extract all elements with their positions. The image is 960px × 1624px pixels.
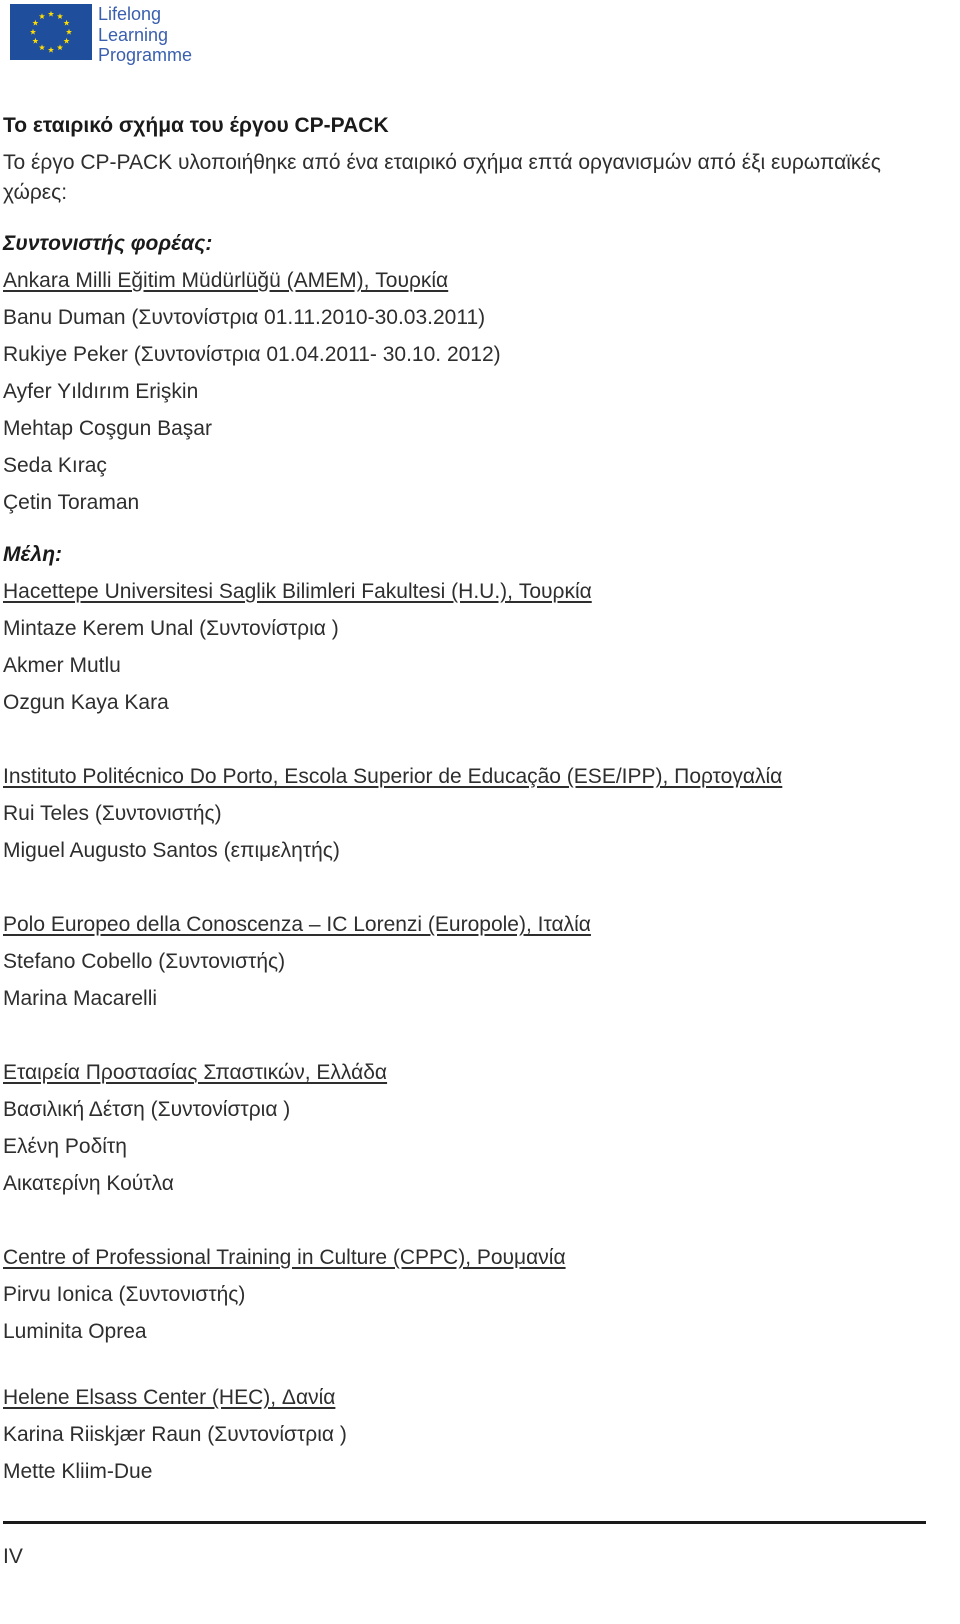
intro-text-line-2: χώρες:: [3, 181, 68, 204]
member-organization-hu: Hacettepe Universitesi Saglik Bilimleri Fakultesi (H.U.), Τουρκία: [3, 580, 592, 603]
member-organization-greece: Εταιρεία Προστασίας Σπαστικών, Ελλάδα: [3, 1061, 388, 1084]
member-person: Βασιλική Δέτση (Συντονίστρια ): [3, 1098, 291, 1121]
logo-line-3: Programme: [98, 45, 193, 65]
coordinator-person: Ayfer Yıldırım Erişkin: [3, 380, 199, 403]
logo-line-1: Lifelong: [98, 4, 162, 24]
member-organization-hec: Helene Elsass Center (HEC), Δανία: [3, 1386, 336, 1409]
intro-text-line-1: Το έργο CP-PACK υλοποιήθηκε από ένα εταιρικό σχήμα επτά οργανισμών από έξι ευρωπαϊκές: [3, 151, 881, 174]
lifelong-learning-logo: [10, 4, 210, 64]
member-person: Marina Macarelli: [3, 987, 158, 1010]
member-organization-ipp: Instituto Politécnico Do Porto, Escola Superior de Educação (ESE/IPP), Πορτογαλία: [3, 765, 783, 788]
member-person: Αικατερίνη Κούτλα: [3, 1172, 174, 1195]
member-person: Akmer Mutlu: [3, 654, 121, 677]
coordinator-person: Banu Duman (Συντονίστρια 01.11.2010-30.03.2011): [3, 306, 486, 329]
logo-wordmark: [98, 4, 210, 66]
coordinator-person: Seda Kıraç: [3, 454, 107, 477]
member-person: Rui Teles (Συντονιστής): [3, 802, 222, 825]
coordinator-person: Mehtap Coşgun Başar: [3, 417, 212, 440]
member-organization-cppc: Centre of Professional Training in Culture (CPPC), Ρουμανία: [3, 1246, 566, 1269]
logo-line-2: Learning: [98, 24, 169, 45]
member-person: Karina Riiskjær Raun (Συντονίστρια ): [3, 1423, 347, 1446]
eu-flag-icon: [10, 4, 92, 60]
coordinator-person: Rukiye Peker (Συντονίστρια 01.04.2011- 30.10. 2012): [3, 343, 501, 366]
coordinator-organization: Ankara Milli Eğitim Müdürlüğü (AMEM), Τουρκία: [3, 269, 449, 292]
coordinator-heading: Συντονιστής φορέας:: [3, 232, 213, 255]
member-person: Stefano Cobello (Συντονιστής): [3, 950, 286, 973]
member-person: Miguel Augusto Santos (επιμελητής): [3, 839, 340, 862]
member-person: Ozgun Kaya Kara: [3, 691, 169, 714]
member-person: Luminita Oprea: [3, 1320, 147, 1343]
footer-divider: [3, 1521, 926, 1524]
member-person: Mette Kliim-Due: [3, 1460, 153, 1483]
member-person: Ελένη Ροδίτη: [3, 1135, 127, 1158]
member-person: Mintaze Kerem Unal (Συντονίστρια ): [3, 617, 339, 640]
page-number: IV: [3, 1545, 23, 1568]
member-organization-europole: Polo Europeo della Conoscenza – IC Lorenzi (Europole), Ιταλία: [3, 913, 591, 936]
members-heading: Μέλη:: [3, 543, 63, 566]
document-title: Το εταιρικό σχήμα του έργου CP-PACK: [3, 114, 389, 137]
member-person: Pirvu Ionica (Συντονιστής): [3, 1283, 246, 1306]
coordinator-person: Çetin Toraman: [3, 491, 140, 514]
